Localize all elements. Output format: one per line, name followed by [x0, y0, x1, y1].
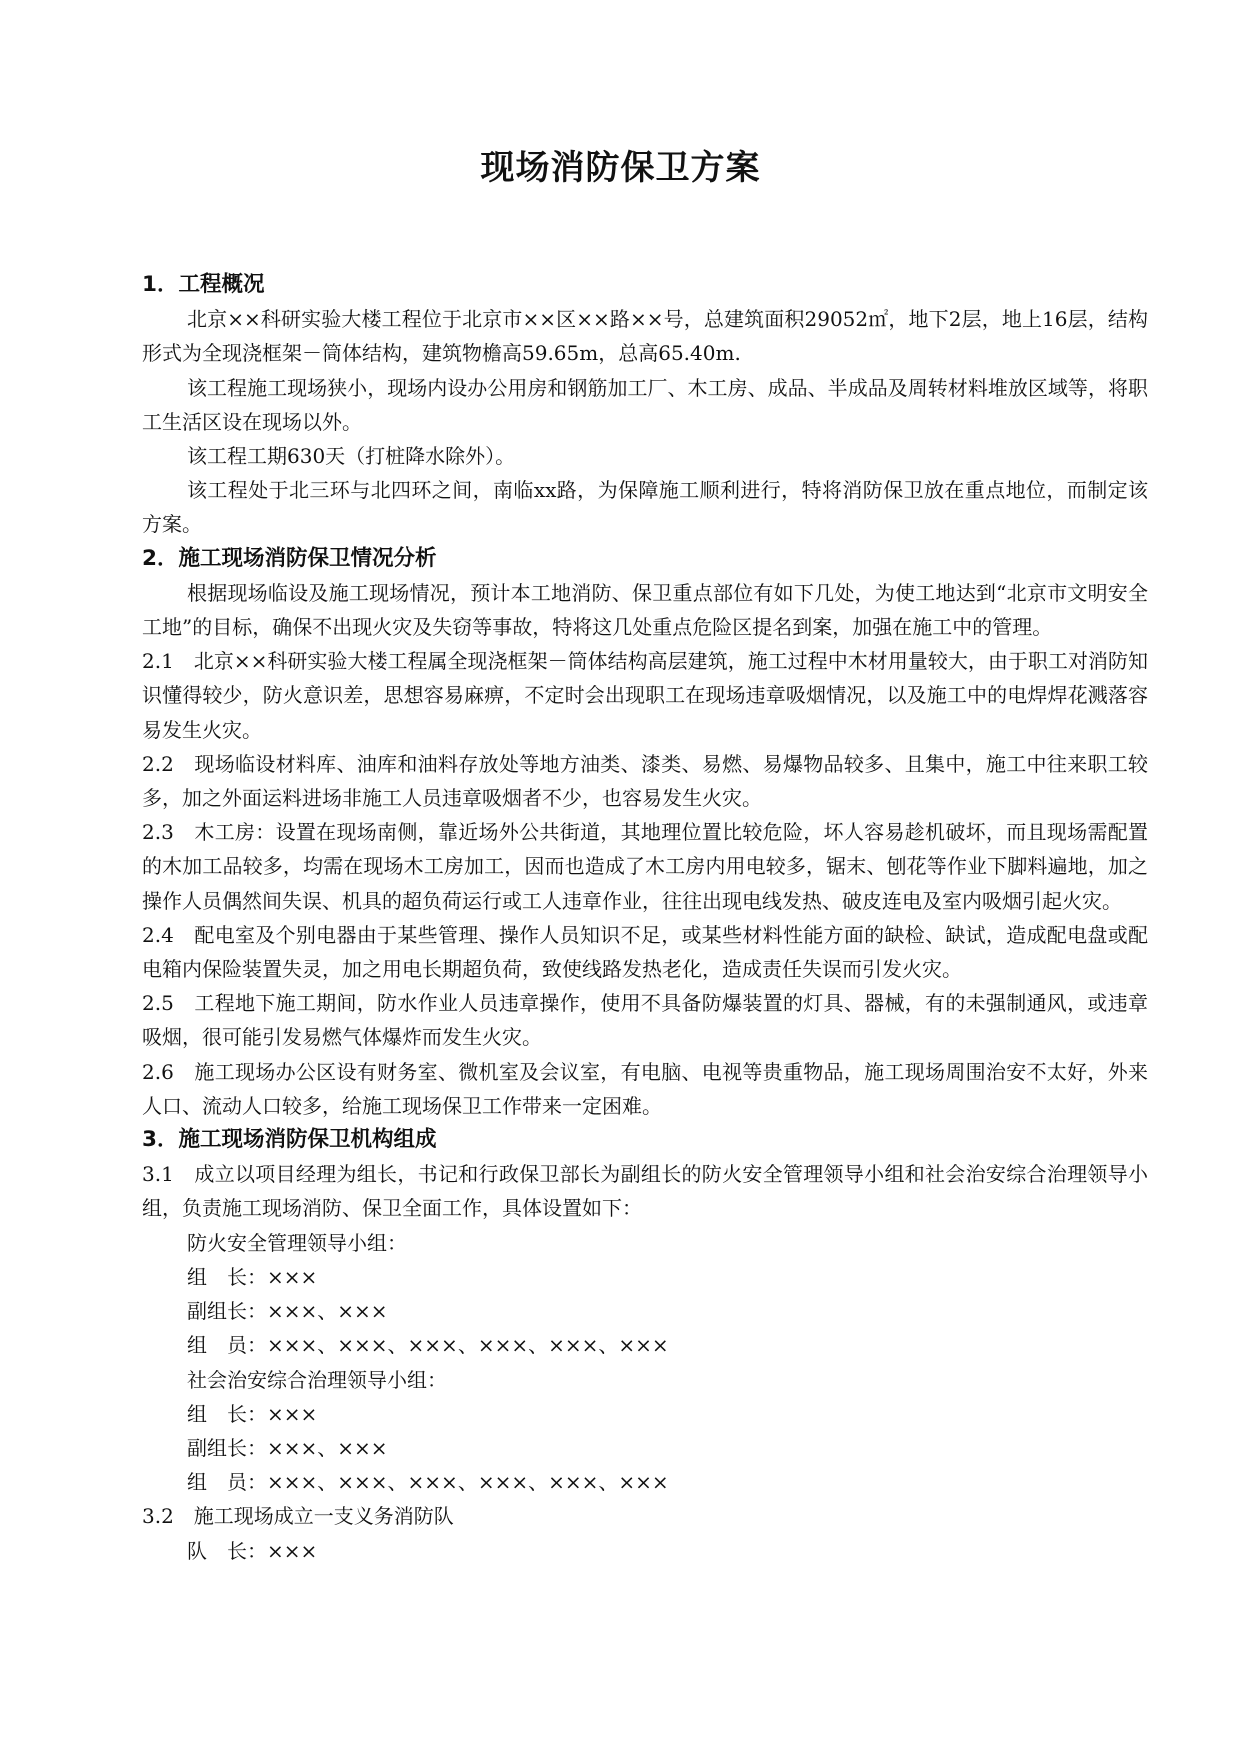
group-1-members: 组 员：×××、×××、×××、×××、×××、×××	[187, 1333, 669, 1358]
section-1-paragraph: 该工程处于北三环与北四环之间，南临xx路，为保障施工顺利进行，特将消防保卫放在重点地位，而制定该方案。	[142, 478, 1148, 537]
group-2-members: 组 员：×××、×××、×××、×××、×××、×××	[187, 1470, 669, 1495]
section-3-heading: 3．施工现场消防保卫机构组成	[142, 1127, 437, 1153]
section-2-item: 2.3 木工房：设置在现场南侧，靠近场外公共街道，其地理位置比较危险，坏人容易趁机破坏，而且现场需配置的木加工品较多，均需在现场木工房加工，因而也造成了木工房内用电较多，锯末、刨花等作业下脚料遍地，加之操作人员偶然间失误、机具的超负荷运行或工人违章作业，往往出现电线发热、破皮连电及室内吸烟引起火灾。	[142, 820, 1148, 913]
section-2-item: 2.2 现场临设材料库、油库和油料存放处等地方油类、漆类、易燃、易爆物品较多、且集中，施工中往来职工较多，加之外面运料进场非施工人员违章吸烟者不少，也容易发生火灾。	[142, 751, 1148, 811]
section-2-item: 2.5 工程地下施工期间，防水作业人员违章操作，使用不具备防爆装置的灯具、器械，有的未强制通风，或违章吸烟，很可能引发易燃气体爆炸而发生火灾。	[142, 991, 1148, 1050]
document-title: 现场消防保卫方案	[480, 148, 761, 188]
group-1-leader: 组 长：×××	[187, 1264, 318, 1289]
document-body	[142, 268, 1148, 1568]
section-2-heading: 2．施工现场消防保卫情况分析	[142, 545, 437, 571]
team-leader: 队 长：×××	[187, 1538, 318, 1563]
section-1-paragraph: 该工程施工现场狭小，现场内设办公用房和钢筋加工厂、木工房、成品、半成品及周转材料堆放区域等，将职工生活区设在现场以外。	[142, 375, 1148, 434]
section-2-intro: 根据现场临设及施工现场情况，预计本工地消防、保卫重点部位有如下几处，为使工地达到“北京市文明安全工地”的目标，确保不出现火灾及失窃等事故，特将这几处重点危险区提名到案，加强在施工中的管理。	[142, 580, 1148, 640]
group-2-name: 社会治安综合治理领导小组：	[187, 1367, 447, 1392]
group-1-name: 防火安全管理领导小组：	[187, 1230, 407, 1255]
section-1-heading: 1．工程概况	[142, 272, 265, 297]
section-2-item: 2.4 配电室及个别电器由于某些管理、操作人员知识不足，或某些材料性能方面的缺检、缺试，造成配电盘或配电箱内保险装置失灵，加之用电长期超负荷，致使线路发热老化，造成责任失误而引发火灾。	[142, 922, 1148, 982]
group-2-deputy: 副组长：×××、×××	[187, 1435, 388, 1460]
group-1-deputy: 副组长：×××、×××	[187, 1299, 388, 1324]
section-2-item: 2.1 北京××科研实验大楼工程属全现浇框架－筒体结构高层建筑，施工过程中木材用量较大，由于职工对消防知识懂得较少，防火意识差，思想容易麻痹，不定时会出现职工在现场违章吸烟情况，以及施工中的电焊焊花溅落容易发生火灾。	[142, 649, 1148, 742]
section-1-paragraph: 北京××科研实验大楼工程位于北京市××区××路××号，总建筑面积29052㎡，地下2层，地上16层，结构形式为全现浇框架－筒体结构，建筑物檐高59.65m，总高65.40m.	[142, 307, 1148, 366]
section-3-item-1: 3.1 成立以项目经理为组长，书记和行政保卫部长为副组长的防火安全管理领导小组和社会治安综合治理领导小组，负责施工现场消防、保卫全面工作，具体设置如下：	[142, 1162, 1148, 1221]
group-2-leader: 组 长：×××	[187, 1401, 318, 1426]
section-2-item: 2.6 施工现场办公区设有财务室、微机室及会议室，有电脑、电视等贵重物品，施工现场周围治安不太好，外来人口、流动人口较多，给施工现场保卫工作带来一定困难。	[142, 1059, 1148, 1118]
section-3-item-2: 3.2 施工现场成立一支义务消防队	[142, 1504, 454, 1529]
section-1-paragraph: 该工程工期630天（打桩降水除外）。	[187, 444, 516, 469]
